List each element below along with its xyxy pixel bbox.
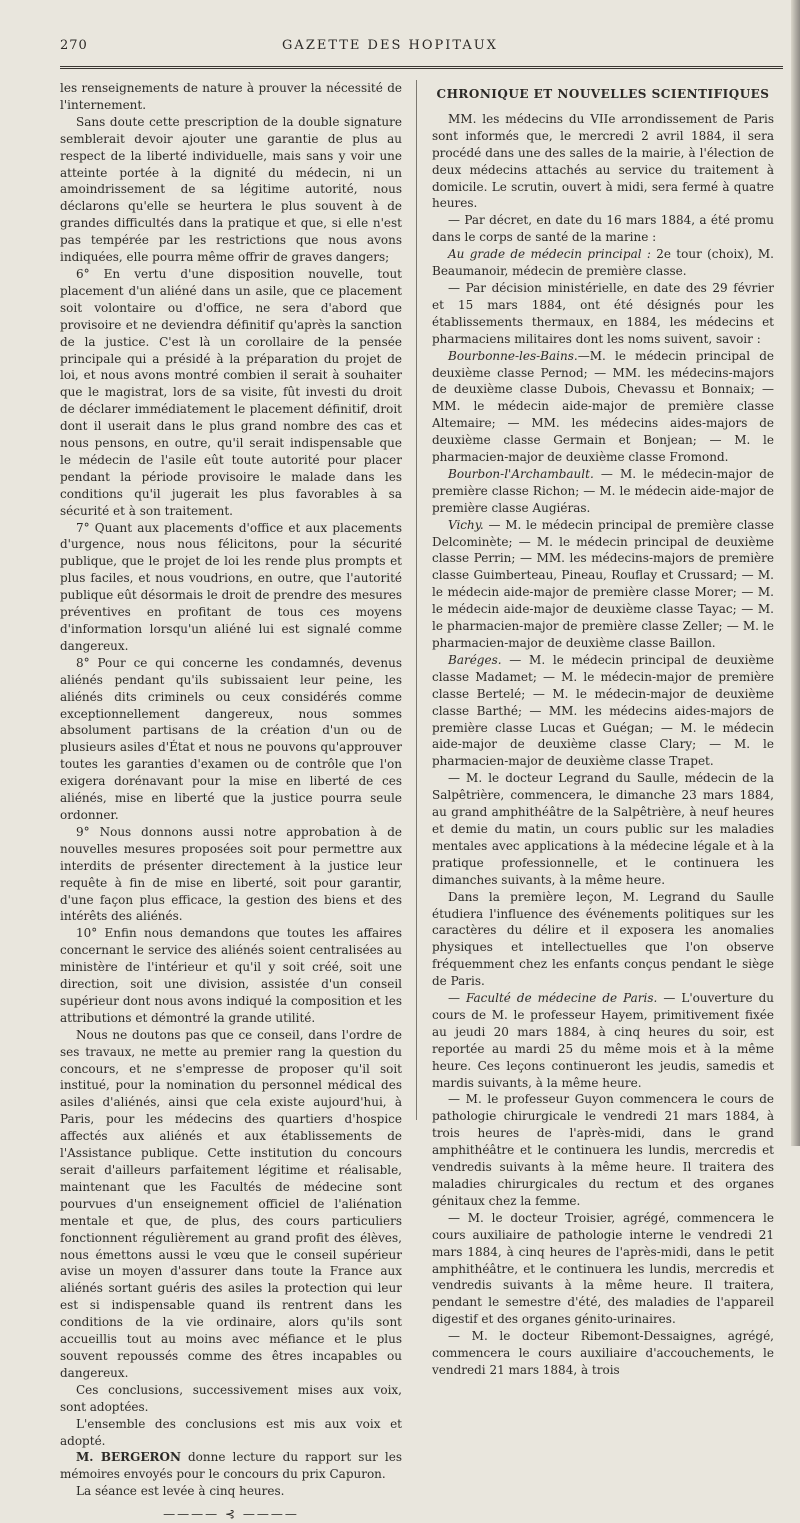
italic-lead: Au grade de médecin principal : <box>448 247 651 262</box>
italic-lead: Bourbonne-les-Bains. <box>448 348 578 363</box>
paragraph-text: — L'ouverture du cours de M. le professeur Hayem, primitivement fixée au jeudi 20 mars 1884, à cinq heures du soir, est reportée au mardi 25 du même mois et à la même heure. Ces leçons continueront les jeudis, samedis et mardis suivants, à la même heure. <box>432 991 774 1090</box>
paragraph: 6° En vertu d'une disposition nouvelle, tout placement d'un aliéné dans un asile, que ce placement soit volontaire ou d'office, ne sera d'abord que provisoire et ne deviendra définitif qu'après la sanction de la justice. C'est là un corollaire de la pensée principale qui a présidé à la préparation du projet de loi, et nous avons montré combien il serait à souhaiter que le magistrat, lors de sa visite, fût investi du droit de déclarer immédiatement le placement définitif, droit dont il userait dans le plus grand nombre des cas et nous pensons, en outre, qu'il serait indispensable que le médecin de l'asile eût toute autorité pour placer pendant la période provisoire le malade dans les conditions qu'il jugerait les plus favorables à sa sécurité et à son traitement. <box>60 266 402 518</box>
paragraph: les renseignements de nature à prouver la nécessité de l'internement. <box>60 81 402 112</box>
paragraph: — M. le docteur Troisier, agrégé, commencera le cours auxiliaire de pathologie interne le vendredi 21 mars 1884, à cinq heures de l'après-midi, dans le petit amphithéâtre, et le continuera les lundis, mercredis et vendredis suivants à la même heure. Il traitera, pendant le semestre d'été, des maladies de l'appareil digestif et des organes génito-urinaires. <box>432 1210 774 1327</box>
end-ornament: ———— ⊰ ———— <box>163 1507 299 1522</box>
section-title: CHRONIQUE ET NOUVELLES SCIENTIFIQUES <box>436 87 770 101</box>
paragraph <box>432 246 774 280</box>
paragraph: Sans doute cette prescription de la double signature semblerait devoir ajouter une garantie de plus au respect de la liberté individuelle, mais sans y voir une atteinte portée à la dignité du médecin, ni un amoindrissement de sa légitime autorité, nous déclarons qu'elle se heurtera le plus souvent à de grandes difficultés dans la pratique et que, si elle n'est pas tempérée par les restrictions que nous avons indiquées, elle pourra même offrir de graves dangers; <box>60 114 402 265</box>
paragraph <box>432 348 774 466</box>
paragraph-text: donne lecture du rapport sur les mémoires envoyés pour le concours du prix Capuron. <box>60 1450 402 1482</box>
italic-lead: Vichy. <box>448 517 484 532</box>
paragraph: — M. le professeur Guyon commencera le cours de pathologie chirurgicale le vendredi 21 mars 1884, à trois heures de l'après-midi, dans le grand amphithéâtre et le continuera les lundis, mercredis et vendredis suivants à la même heure. Il traitera des maladies chirurgicales du rectum et des organes génitaux chez la femme. <box>432 1092 774 1208</box>
paragraph: 7° Quant aux placements d'office et aux placements d'urgence, nous nous félicitons, pour la sécurité publique, que le projet de loi les rende plus prompts et plus faciles, et nous voudrions, en outre, que l'autorité publique eût désormais le droit de prendre des mesures préventives en profitant de tous ces moyens d'information lorsqu'un aliéné lui est signalé comme dangereux. <box>60 520 402 653</box>
paragraph <box>432 652 774 770</box>
paragraph-text: 2e tour (choix), M. Beaumanoir, médecin de première classe. <box>432 247 774 279</box>
paragraph: — Par décret, en date du 16 mars 1884, a été promu dans le corps de santé de la marine : <box>432 213 774 245</box>
paragraph: — M. le docteur Legrand du Saulle, médecin de la Salpêtrière, commencera, le dimanche 23 mars 1884, au grand amphithéâtre de la Salpêtrière, à neuf heures et demie du matin, un cours public sur les maladies mentales avec applications à la médecine légale et à la pratique professionnelle, et le continuera les dimanches suivants, à la même heure. <box>432 771 774 887</box>
page-number: 270 <box>60 38 88 53</box>
paragraph: — Par décision ministérielle, en date des 29 février et 15 mars 1884, ont été désignés pour les établissements thermaux, en 1884, les médecins et pharmaciens militaires dont les noms suivent, savoir : <box>432 280 774 346</box>
binding-edge <box>791 0 800 1146</box>
italic-lead: Bourbon-l'Archambault. <box>448 466 594 481</box>
running-title: GAZETTE DES HOPITAUX <box>282 38 498 53</box>
paragraph <box>432 990 774 1091</box>
paragraph: Nous ne doutons pas que ce conseil, dans l'ordre de ses travaux, ne mette au premier rang la question du concours, et ne s'empresse de proposer qu'il soit institué, pour la nomination du personnel médical des asiles d'aliénés, ainsi que cela existe aujourd'hui, à Paris, pour les médecins des quartiers d'hospice affectés aux aliénés et aux établissements de l'Assistance publique. Cette institution du concours serait d'ailleurs parfaitement légitime et réalisable, maintenant que les Facultés de médecine sont pourvues d'un enseignement officiel de l'aliénation mentale et que, de plus, des cours particuliers fonctionnent régulièrement au grand profit des élèves, nous émettons aussi le vœu que le conseil supérieur avise un moyen d'assurer dans toute la France aux aliénés sortant guéris des asiles la protection qui leur est si indispensable quand ils rentrent dans les conditions de la vie ordinaire, alors qu'ils sont accueillis tout au moins avec méfiance et le plus souvent repoussés comme des êtres incapables ou dangereux. <box>60 1027 402 1380</box>
paragraph: 8° Pour ce qui concerne les condamnés, devenus aliénés pendant qu'ils subissaient leur peine, les aliénés dits criminels ou ceux considérés comme exceptionnellement dangereux, nous sommes absolument partisans de la création d'un ou de plusieurs asiles d'État et nous ne pouvons qu'approuver toutes les garanties d'examen ou de contrôle que l'on exigera dorénavant pour la mise en liberté de ces aliénés, mise en liberté que la justice pourra seule ordonner. <box>60 655 402 822</box>
header-rule <box>60 66 783 69</box>
paragraph: L'ensemble des conclusions est mis aux voix et adopté. <box>60 1416 402 1448</box>
left-column <box>60 80 402 1523</box>
paragraph: 10° Enfin nous demandons que toutes les affaires concernant le service des aliénés soient centralisées au ministère de l'intérieur et qu'il y soit créé, soit une direction, soit une division, assistée d'un conseil supérieur dont nous avons indiqué la composition et les attributions et démontré la grande utilité. <box>60 926 402 1025</box>
column-divider <box>416 80 417 1120</box>
paragraph: MM. les médecins du VIIe arrondissement de Paris sont informés que, le mercredi 2 avril 1884, il sera procédé dans une des salles de la mairie, à l'élection de deux médecins attachés au service du traitement à domicile. Le scrutin, ouvert à midi, sera fermé à quatre heures. <box>432 111 774 211</box>
paragraph: Dans la première leçon, M. Legrand du Saulle étudiera l'influence des événements politiques sur les caractères du délire et il exposera les anomalies physiques et intellectuelles que l'on observe fréquemment chez les enfants conçus pendant le siège de Paris. <box>432 889 774 989</box>
speaker-name: M. BERGERON <box>76 1450 181 1465</box>
paragraph: 9° Nous donnons aussi notre approbation à de nouvelles mesures proposées soit pour permettre aux interdits de présenter directement à la justice leur requête à fin de mise en liberté, soit pour garantir, d'une façon plus efficace, la gestion des biens et des intérêts des aliénés. <box>60 824 402 924</box>
paragraph: La séance est levée à cinq heures. <box>76 1484 285 1499</box>
paragraph <box>432 517 774 652</box>
paragraph-text: — M. le médecin principal de deuxième classe Madamet; — M. le médecin-major de première classe Bertelé; — M. le médecin-major de deuxième classe Barthé; — MM. les médecins aides-majors de première classe Lucas et Guégan; — M. le médecin aide-major de deuxième classe Clary; — M. le pharmacien-major de deuxième classe Trapet. <box>432 652 774 769</box>
paragraph-text: — M. le médecin-major de première classe Richon; — M. le médecin aide-major de première classe Augiéras. <box>432 466 774 515</box>
paragraph: Ces conclusions, successivement mises aux voix, sont adoptées. <box>60 1382 402 1414</box>
paragraph: — M. le docteur Ribemont-Dessaignes, agrégé, commencera le cours auxiliaire d'accouchements, le vendredi 21 mars 1884, à trois <box>432 1329 774 1377</box>
paragraph <box>60 1449 402 1483</box>
paragraph <box>432 466 774 517</box>
paragraph-text: — M. le médecin principal de première classe Delcominète; — M. le médecin principal de deuxième classe Perrin; — MM. les médecins-majors de première classe Guimberteau, Pineau, Rouflay et Crussard; — M. le médecin aide-major de première classe Morer; — M. le médecin aide-major de deuxième classe Tayac; — M. le pharmacien-major de première classe Zeller; — M. le pharmacien-major de deuxième classe Baillon. <box>432 517 774 650</box>
italic-lead: Baréges. <box>448 652 502 667</box>
right-column <box>432 80 774 1379</box>
paragraph-text: —M. le médecin principal de deuxième classe Pernod; — MM. les médecins-majors de deuxième classe Dubois, Chevassu et Bonnaix; — MM. le médecin aide-major de première classe Altemaire; — MM. les médecins aides-majors de deuxième classe Germain et Bonjean; — M. le pharmacien-major de deuxième classe Fromond. <box>432 348 774 465</box>
italic-lead: — Faculté de médecine de Paris. <box>448 991 658 1006</box>
